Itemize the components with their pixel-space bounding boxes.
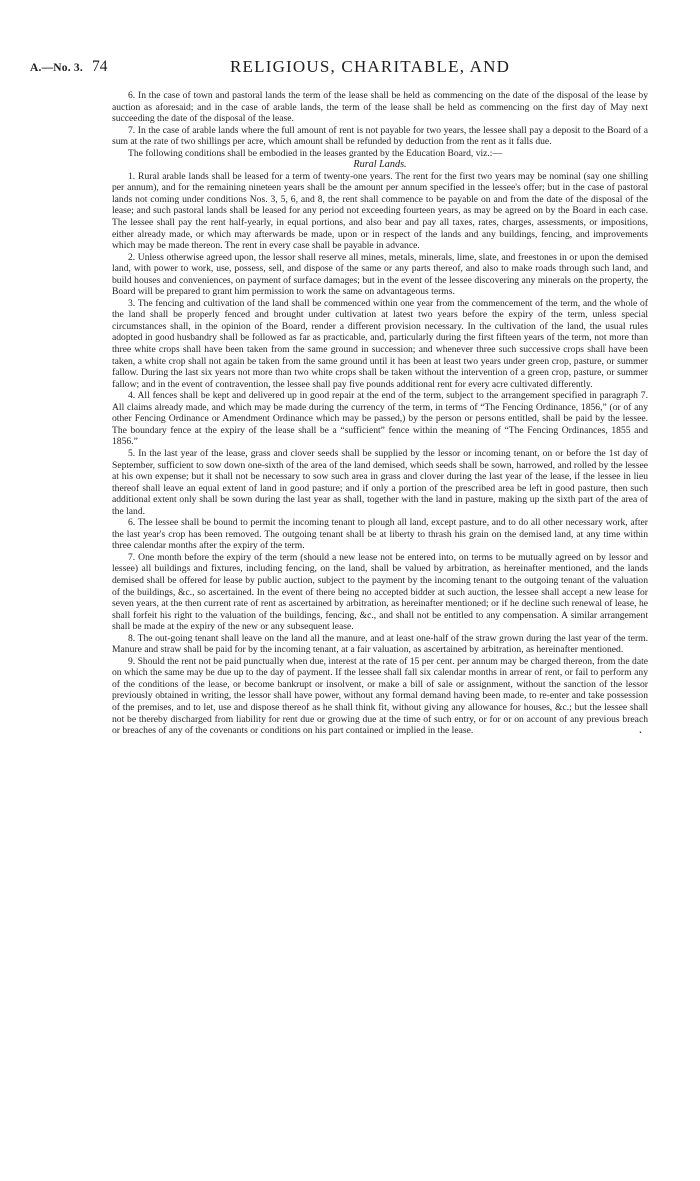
page-header [30, 52, 658, 82]
paragraph-rural-1: 1. Rural arable lands shall be leased for a term of twenty-one years. The rent for the first two years may be nominal (say one shilling per annum), and for the remaining nineteen years shall be the amount per annum specified in the lessee's offer; but in the case of pastoral lands not coming under conditions Nos. 3, 5, 6, and 8, the rent shall commence to be payable on and from the date of the disposal of the lease; and such pastoral lands shall be leased for any period not exceeding fourteen years, as may be agreed on by the Board in each case. The lessee shall pay the rent half-yearly, in equal portions, and also bear and pay all taxes, rates, charges, assessments, or impositions, either already made, or which may afterwards be made, upon or in respect of the lands and any buildings, fencing, and improvements which may be made thereon. The rent in every case shall be payable in advance. [112, 170, 648, 252]
paragraph-intro-6: 6. In the case of town and pastoral lands the term of the lease shall be held as commencing on the date of the disposal of the lease by auction as aforesaid; and in the case of arable lands, the term of the lease shall be held as commencing on the first day of May next succeeding the date of the disposal of the lease. [112, 90, 648, 125]
section-subheading: Rural Lands. [353, 159, 407, 171]
paragraph-rural-7: 7. One month before the expiry of the term (should a new lease not be entered into, on terms to be mutually agreed on by lessor and lessee) all buildings and fixtures, including fencing, on the land, shall be valued by arbitration, as hereinafter mentioned, and the lands demised shall be offered for lease by public auction, subject to the payment by the incoming tenant to the outgoing tenant of the valuation of the buildings, &c., so ascertained. In the event of there being no accepted bidder at such auction, the lessee shall accept a new lease for seven years, at the then current rate of rent as ascertained by arbitration, as hereinafter mentioned; or if he decline such renewal of lease, he shall forfeit his right to the valuation of the buildings, fencing, &c., and shall not be entitled to any compensation. A similar arrangement shall be made at the expiry of the new or any subsequent lease. [112, 551, 648, 633]
paragraph-rural-2: 2. Unless otherwise agreed upon, the lessor shall reserve all mines, metals, minerals, lime, slate, and freestones in or upon the demised land, with power to work, use, possess, sell, and dispose of the same or any parts thereof, and also to make roads through such land, and build houses and conveniences, on payment of surface damages; but in the event of the lessee discovering any minerals on the property, the Board will be prepared to grant him permission to work the same on advantageous terms. [112, 251, 648, 298]
document-body [112, 90, 648, 737]
paragraph-rural-3: 3. The fencing and cultivation of the land shall be commenced within one year from the commencement of the term, and the whole of the land shall be properly fenced and brought under cultivation at latest two years before the expiry of the term, unless special circumstances shall, in the opinion of the Board, render a different provision necessary. In the cultivation of the land, the usual rules adopted in good husbandry shall be followed as far as practicable, and, particularly during the first fifteen years of the term, not more than three white crops shall have been taken from the same ground in succession; and whenever three such successive crops shall have been taken, a white crop shall not again be taken from the same ground until it has been at least two years under green crop, pasture, or summer fallow. During the last six years not more than two white crops shall be taken without the intervention of a green crop, pasture, or summer fallow; and in the event of contravention, the lessee shall pay five pounds additional rent for every acre cultivated differently. [112, 297, 648, 390]
running-title: RELIGIOUS, CHARITABLE, AND [230, 57, 511, 76]
paragraph-rural-9 [112, 656, 648, 737]
page-number: 74 [92, 58, 108, 75]
paragraph-intro-conditions: The following conditions shall be embodied in the leases granted by the Education Board, viz.:— [128, 147, 503, 159]
paragraph-rural-9-text: 9. Should the rent not be paid punctually when due, interest at the rate of 15 per cent. per annum may be charged thereon, from the date on which the same may be due up to the day of payment. If the lessee shall fall six calendar months in arrear of rent, or fail to perform any of the conditions of the lease, or become bankrupt or insolvent, or make a bill of sale or assignment, without the sanction of the lessor previously obtained in writing, the lessor shall have power, without any formal demand having been made, to re-enter and take possession of the premises, and to let, use and dispose thereof as he shall think fit, without giving any allowance for houses, &c.; but the lessee shall not be thereby discharged from liability for rent due or growing due at the time of such entry, or for or on account of any previous breach or breaches of any of the covenants or conditions on his part contained or implied in the lease. [112, 655, 648, 737]
paragraph-rural-5: 5. In the last year of the lease, grass and clover seeds shall be supplied by the lessor or incoming tenant, on or before the 1st day of September, sufficient to sow down one-sixth of the area of the land demised, which seeds shall be sown, harrowed, and rolled by the lessee at his own expense; but it shall not be necessary to sow such area in grass and clover during the last year of the lease, if the lessee in lieu thereof shall leave an equal extent of land in good pasture; and if only a portion of the prescribed area be left in good pasture, then such additional extent only shall be sown during the last year as shall, together with the land in pasture, making up the sixth part of the area of the land. [112, 447, 648, 517]
document-reference: A.—No. 3. [30, 62, 83, 74]
end-mark: . [639, 725, 642, 737]
paragraph-intro-7: 7. In the case of arable lands where the full amount of rent is not payable for two years, the lessee shall pay a deposit to the Board of a sum at the rate of two shillings per acre, which amount shall be refunded by deduction from the rent as it falls due. [112, 124, 648, 148]
paragraph-rural-6: 6. The lessee shall be bound to permit the incoming tenant to plough all land, except pasture, and to do all other necessary work, after the last year's crop has been removed. The outgoing tenant shall be at liberty to thrash his grain on the demised land, at any time within three calendar months after the expiry of the term. [112, 517, 648, 552]
paragraph-rural-4: 4. All fences shall be kept and delivered up in good repair at the end of the term, subject to the arrangement specified in paragraph 7. All claims already made, and which may be made during the currency of the term, in terms of “The Fencing Ordinance, 1856,” (or of any other Fencing Ordinance or Amendment Ordinance which may be passed,) by the person or persons entitled, shall be paid by the lessee. The boundary fence at the expiry of the lease shall be a “sufficient” fence within the meaning of “The Fencing Ordinances, 1855 and 1856.” [112, 390, 648, 448]
paragraph-rural-8: 8. The out-going tenant shall leave on the land all the manure, and at least one-half of the straw grown during the last year of the term. Manure and straw shall be paid for by the incoming tenant, at a fair valuation, as ascertained by arbitration, as hereinafter mentioned. [112, 632, 648, 656]
